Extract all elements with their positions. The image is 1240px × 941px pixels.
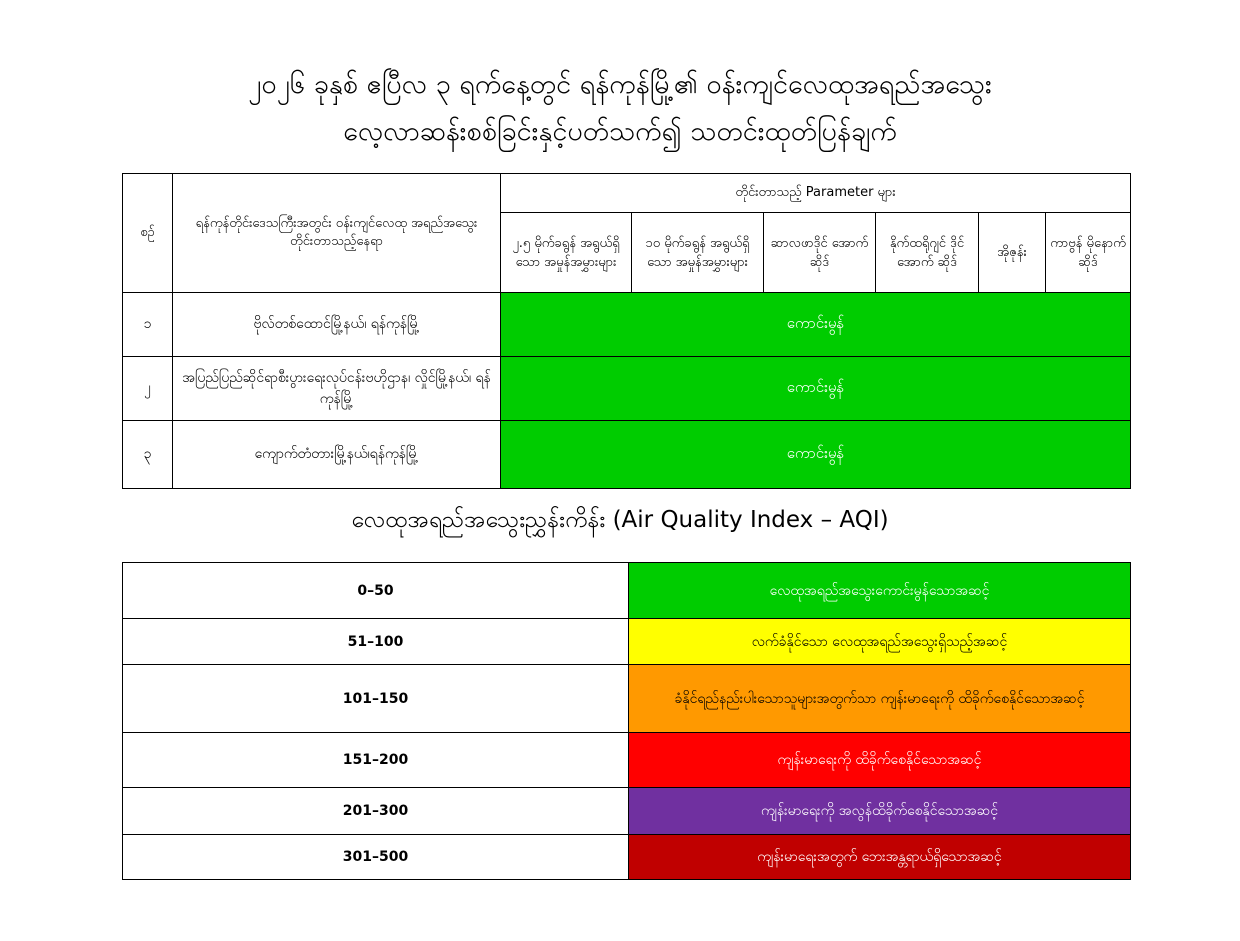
aqi-description: ခံနိုင်ရည်နည်းပါးသောသူများအတွက်သာ ကျန်းမာရေးကို ထိခိုက်စေနိုင်သောအဆင့် — [629, 665, 1131, 733]
row-location: ဗိုလ်တစ်ထောင်မြို့နယ်၊ ရန်ကုန်မြို့ — [173, 293, 501, 357]
aqi-range: 201–300 — [123, 788, 629, 835]
parameter-so2: ဆာလဖာဒိုင် အောက်ဆိုဒ် — [764, 213, 876, 293]
aqi-description: ကျန်းမာရေးအတွက် ဘေးအန္တရာယ်ရှိသောအဆင့် — [629, 835, 1131, 880]
aqi-range: 0–50 — [123, 563, 629, 619]
aqi-row — [123, 835, 1131, 880]
row-serial-no: ၂ — [123, 357, 173, 421]
aqi-row — [123, 563, 1131, 619]
row-location: အပြည်ပြည်ဆိုင်ရာစီးပွားရေးလုပ်ငန်းဗဟိုဌာန၊ လှိုင်မြို့နယ်၊ ရန်ကုန်မြို့ — [173, 357, 501, 421]
aqi-row — [123, 788, 1131, 835]
page-title-line-2: လေ့လာဆန်းစစ်ခြင်းနှင့်ပတ်သက်၍ သတင်းထုတ်ပြန်ချက် — [343, 116, 897, 147]
header-location: ရန်ကုန်တိုင်းဒေသကြီးအတွင်း ဝန်းကျင်လေထု အရည်အသွေး တိုင်းတာသည့်နေရာ — [173, 174, 501, 293]
parameter-co: ကာဗွန် မိုနောက် ဆိုဒ် — [1046, 213, 1131, 293]
aqi-description: ကျန်းမာရေးကို ထိခိုက်စေနိုင်သောအဆင့် — [629, 733, 1131, 788]
aqi-row — [123, 619, 1131, 665]
row-status: ကောင်းမွန် — [501, 421, 1131, 489]
parameter-pm25: ၂.၅ မိုက်ခရွန် အရွယ်ရှိသော အမှုန်အမွှားများ — [501, 213, 632, 293]
row-status: ကောင်းမွန် — [501, 357, 1131, 421]
page-title-line-1: ၂၀၂၆ ခုနှစ် ဧပြီလ ၃ ရက်နေ့တွင် ရန်ကုန်မြို့၏ ဝန်းကျင်လေထုအရည်အသွေး — [248, 69, 992, 100]
aqi-section-title: လေထုအရည်အသွေးညွှန်းကိန်း (Air Quality Index – AQI) — [351, 507, 889, 533]
aqi-range: 301–500 — [123, 835, 629, 880]
table-row — [123, 293, 1131, 357]
aqi-range: 51–100 — [123, 619, 629, 665]
row-serial-no: ၃ — [123, 421, 173, 489]
aqi-legend-table — [122, 562, 1131, 880]
table-row — [123, 421, 1131, 489]
header-serial-no: စဉ် — [123, 174, 173, 293]
parameter-ozone: အိုဇုန်း — [979, 213, 1046, 293]
aqi-row — [123, 733, 1131, 788]
parameter-pm10: ၁၀ မိုက်ခရွန် အရွယ်ရှိသော အမှုန်အမွှားများ — [632, 213, 764, 293]
aqi-description: လက်ခံနိုင်သော လေထုအရည်အသွေးရှိသည့်အဆင့် — [629, 619, 1131, 665]
row-status: ကောင်းမွန် — [501, 293, 1131, 357]
aqi-range: 101–150 — [123, 665, 629, 733]
aqi-range: 151–200 — [123, 733, 629, 788]
parameter-no2: နိုက်ထရိုဂျင် ဒိုင်အောက် ဆိုဒ် — [876, 213, 979, 293]
header-parameters: တိုင်းတာသည့် Parameter များ — [501, 174, 1131, 213]
row-location: ကျောက်တံတားမြို့နယ်၊ရန်ကုန်မြို့ — [173, 421, 501, 489]
aqi-description: ကျန်းမာရေးကို အလွန်ထိခိုက်စေနိုင်သောအဆင့် — [629, 788, 1131, 835]
aqi-row — [123, 665, 1131, 733]
row-serial-no: ၁ — [123, 293, 173, 357]
measurement-sites-table — [122, 173, 1131, 489]
aqi-description: လေထုအရည်အသွေးကောင်းမွန်သောအဆင့် — [629, 563, 1131, 619]
table-row — [123, 357, 1131, 421]
